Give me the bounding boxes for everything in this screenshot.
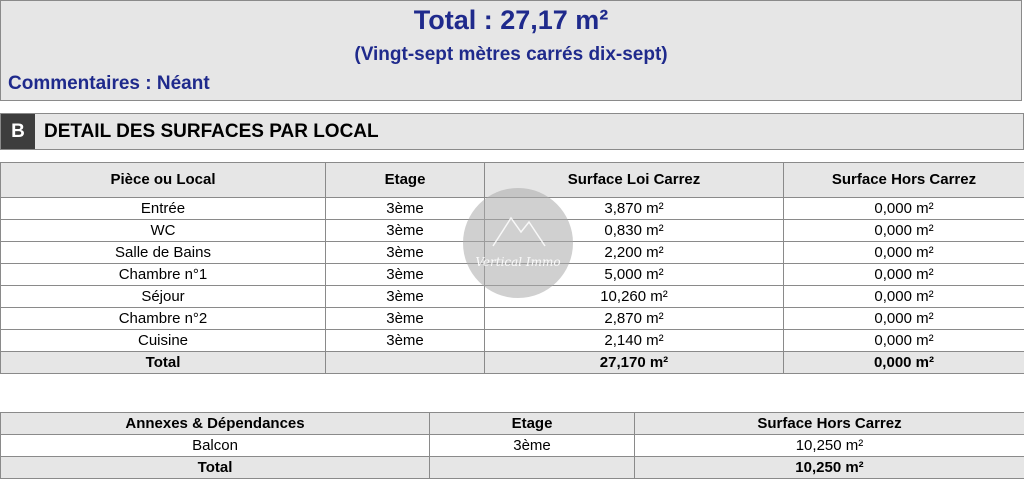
annex-total-etage — [430, 457, 635, 479]
total-etage — [326, 352, 485, 374]
cell-hors-carrez: 0,000 m² — [784, 286, 1024, 308]
header-surface-hors-carrez: Surface Hors Carrez — [784, 163, 1024, 198]
table-row — [1, 308, 1024, 330]
header-annexes: Annexes & Dépendances — [1, 413, 430, 435]
table-row — [1, 198, 1024, 220]
cell-carrez: 5,000 m² — [485, 264, 784, 286]
cell-etage: 3ème — [326, 198, 485, 220]
cell-piece: WC — [1, 220, 326, 242]
cell-etage: 3ème — [326, 330, 485, 352]
annexes-table — [0, 412, 1024, 479]
annex-total-surface: 10,250 m² — [635, 457, 1024, 479]
total-surface-words: (Vingt-sept mètres carrés dix-sept) — [354, 44, 668, 65]
total-carrez: 27,170 m² — [485, 352, 784, 374]
cell-hors-carrez: 10,250 m² — [635, 435, 1024, 457]
table-header-row — [1, 163, 1024, 198]
summary-box — [0, 0, 1022, 101]
table-row — [1, 220, 1024, 242]
surfaces-table — [0, 162, 1024, 374]
cell-hors-carrez: 0,000 m² — [784, 308, 1024, 330]
annex-total-label: Total — [1, 457, 430, 479]
cell-carrez: 10,260 m² — [485, 286, 784, 308]
cell-piece: Chambre n°2 — [1, 308, 326, 330]
total-surface-title: Total : 27,17 m² — [413, 5, 609, 35]
cell-hors-carrez: 0,000 m² — [784, 198, 1024, 220]
table-total-row — [1, 352, 1024, 374]
header-etage: Etage — [326, 163, 485, 198]
cell-etage: 3ème — [326, 308, 485, 330]
section-title: DETAIL DES SURFACES PAR LOCAL — [44, 121, 379, 142]
total-label: Total — [1, 352, 326, 374]
cell-etage: 3ème — [326, 220, 485, 242]
table-row — [1, 264, 1024, 286]
cell-piece: Cuisine — [1, 330, 326, 352]
cell-carrez: 0,830 m² — [485, 220, 784, 242]
comments-text: Commentaires : Néant — [8, 73, 210, 94]
cell-etage: 3ème — [326, 286, 485, 308]
cell-etage: 3ème — [326, 242, 485, 264]
cell-hors-carrez: 0,000 m² — [784, 264, 1024, 286]
section-letter-badge: B — [1, 114, 35, 149]
watermark-text: Vertical Immo — [475, 255, 561, 269]
cell-piece: Entrée — [1, 198, 326, 220]
cell-piece: Salle de Bains — [1, 242, 326, 264]
cell-carrez: 3,870 m² — [485, 198, 784, 220]
header-annex-etage: Etage — [430, 413, 635, 435]
header-surface-carrez: Surface Loi Carrez — [485, 163, 784, 198]
annex-total-row — [1, 457, 1024, 479]
cell-hors-carrez: 0,000 m² — [784, 242, 1024, 264]
table-row — [1, 242, 1024, 264]
cell-carrez: 2,140 m² — [485, 330, 784, 352]
section-header — [0, 113, 1024, 150]
cell-etage: 3ème — [430, 435, 635, 457]
table-row — [1, 435, 1024, 457]
table-row — [1, 330, 1024, 352]
cell-hors-carrez: 0,000 m² — [784, 330, 1024, 352]
annex-header-row — [1, 413, 1024, 435]
cell-annexe: Balcon — [1, 435, 430, 457]
cell-hors-carrez: 0,000 m² — [784, 220, 1024, 242]
cell-carrez: 2,200 m² — [485, 242, 784, 264]
cell-piece: Chambre n°1 — [1, 264, 326, 286]
table-row — [1, 286, 1024, 308]
header-piece: Pièce ou Local — [1, 163, 326, 198]
cell-etage: 3ème — [326, 264, 485, 286]
cell-piece: Séjour — [1, 286, 326, 308]
cell-carrez: 2,870 m² — [485, 308, 784, 330]
total-hors-carrez: 0,000 m² — [784, 352, 1024, 374]
header-annex-surface: Surface Hors Carrez — [635, 413, 1024, 435]
